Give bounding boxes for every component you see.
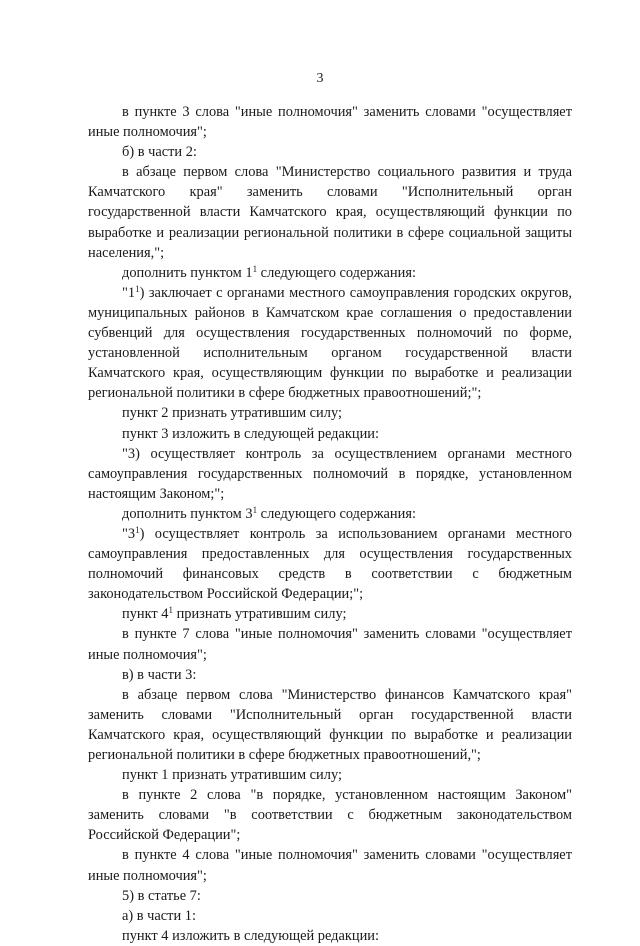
page-number: 3 <box>316 71 324 86</box>
paragraph: а) в части 1: <box>122 907 196 924</box>
superscript: 1 <box>252 263 258 274</box>
paragraph: "3) осуществляет контроль за осуществлением органами местного самоуправления государственных полномочий в порядке, установленном настоящим Законом;"; <box>88 445 572 502</box>
paragraph-text: следующего содержания: <box>257 264 416 281</box>
paragraph: в пункте 3 слова "иные полномочия" заменить словами "осуществляет иные полномочия"; <box>88 104 572 141</box>
paragraph <box>88 604 572 624</box>
paragraph: пункт 1 признать утратившим силу; <box>122 767 342 784</box>
superscript: 1 <box>135 283 140 294</box>
paragraph: в пункте 7 слова "иные полномочия" заменить словами "осуществляет иные полномочия"; <box>88 626 572 663</box>
paragraph: в пункте 2 слова "в порядке, установленном настоящим Законом" заменить словами "в соответствии с бюджетным законодательством Российской Федерации"; <box>88 787 572 844</box>
paragraph: пункт 2 признать утратившим силу; <box>122 405 342 422</box>
superscript: 1 <box>135 524 140 535</box>
paragraph <box>88 263 572 283</box>
paragraph <box>88 524 572 604</box>
paragraph-text: ) заключает с органами местного самоуправления городских округов, муниципальных районов в Камчатском крае соглашения о предоставлении субвенций для осуществления государственных полномочий по форме, установленной исполнительным органом государственной власти Камчатского края, осуществляющим функции по выработке и реализации региональной политики в сфере бюджетных правоотношений;"; <box>88 284 572 402</box>
paragraph: 5) в статье 7: <box>122 887 201 904</box>
paragraph-text: ) осуществляет контроль за использованием органами местного самоуправления предоставленных для осуществления государственных полномочий финансовых средств в соответствии с бюджетным законодательством Российской Федерации;"; <box>88 525 572 603</box>
paragraph: б) в части 2: <box>122 144 197 161</box>
paragraph-text: следующего содержания: <box>257 505 416 522</box>
paragraph: пункт 4 изложить в следующей редакции: <box>122 927 379 944</box>
paragraph: в) в части 3: <box>122 666 197 683</box>
paragraph-text: дополнить пунктом 3 <box>122 505 253 522</box>
paragraph: в абзаце первом слова "Министерство социального развития и труда Камчатского края" заменить словами "Исполнительный орган государственной власти Камчатского края, осуществляющий функции по выработке и реализации региональной политики в сфере социальной защиты населения,"; <box>88 164 572 261</box>
superscript: 1 <box>168 605 173 616</box>
superscript: 1 <box>252 504 258 515</box>
paragraph <box>88 283 572 404</box>
paragraph <box>88 504 572 524</box>
paragraph-text: пункт 4 <box>122 606 169 623</box>
paragraph-text: "1 <box>122 284 136 301</box>
paragraph-text: "3 <box>122 525 136 542</box>
document-body <box>88 102 572 946</box>
paragraph: в пункте 4 слова "иные полномочия" заменить словами "осуществляет иные полномочия"; <box>88 847 572 884</box>
paragraph: в абзаце первом слова "Министерство финансов Камчатского края" заменить словами "Исполнительный орган государственной власти Камчатского края, осуществляющий функции по выработке и реализации региональной политики в сфере бюджетных правоотношений,"; <box>88 686 572 763</box>
paragraph-text: признать утратившим силу; <box>172 606 347 623</box>
paragraph-text: дополнить пунктом 1 <box>122 264 253 281</box>
paragraph: пункт 3 изложить в следующей редакции: <box>122 425 379 442</box>
